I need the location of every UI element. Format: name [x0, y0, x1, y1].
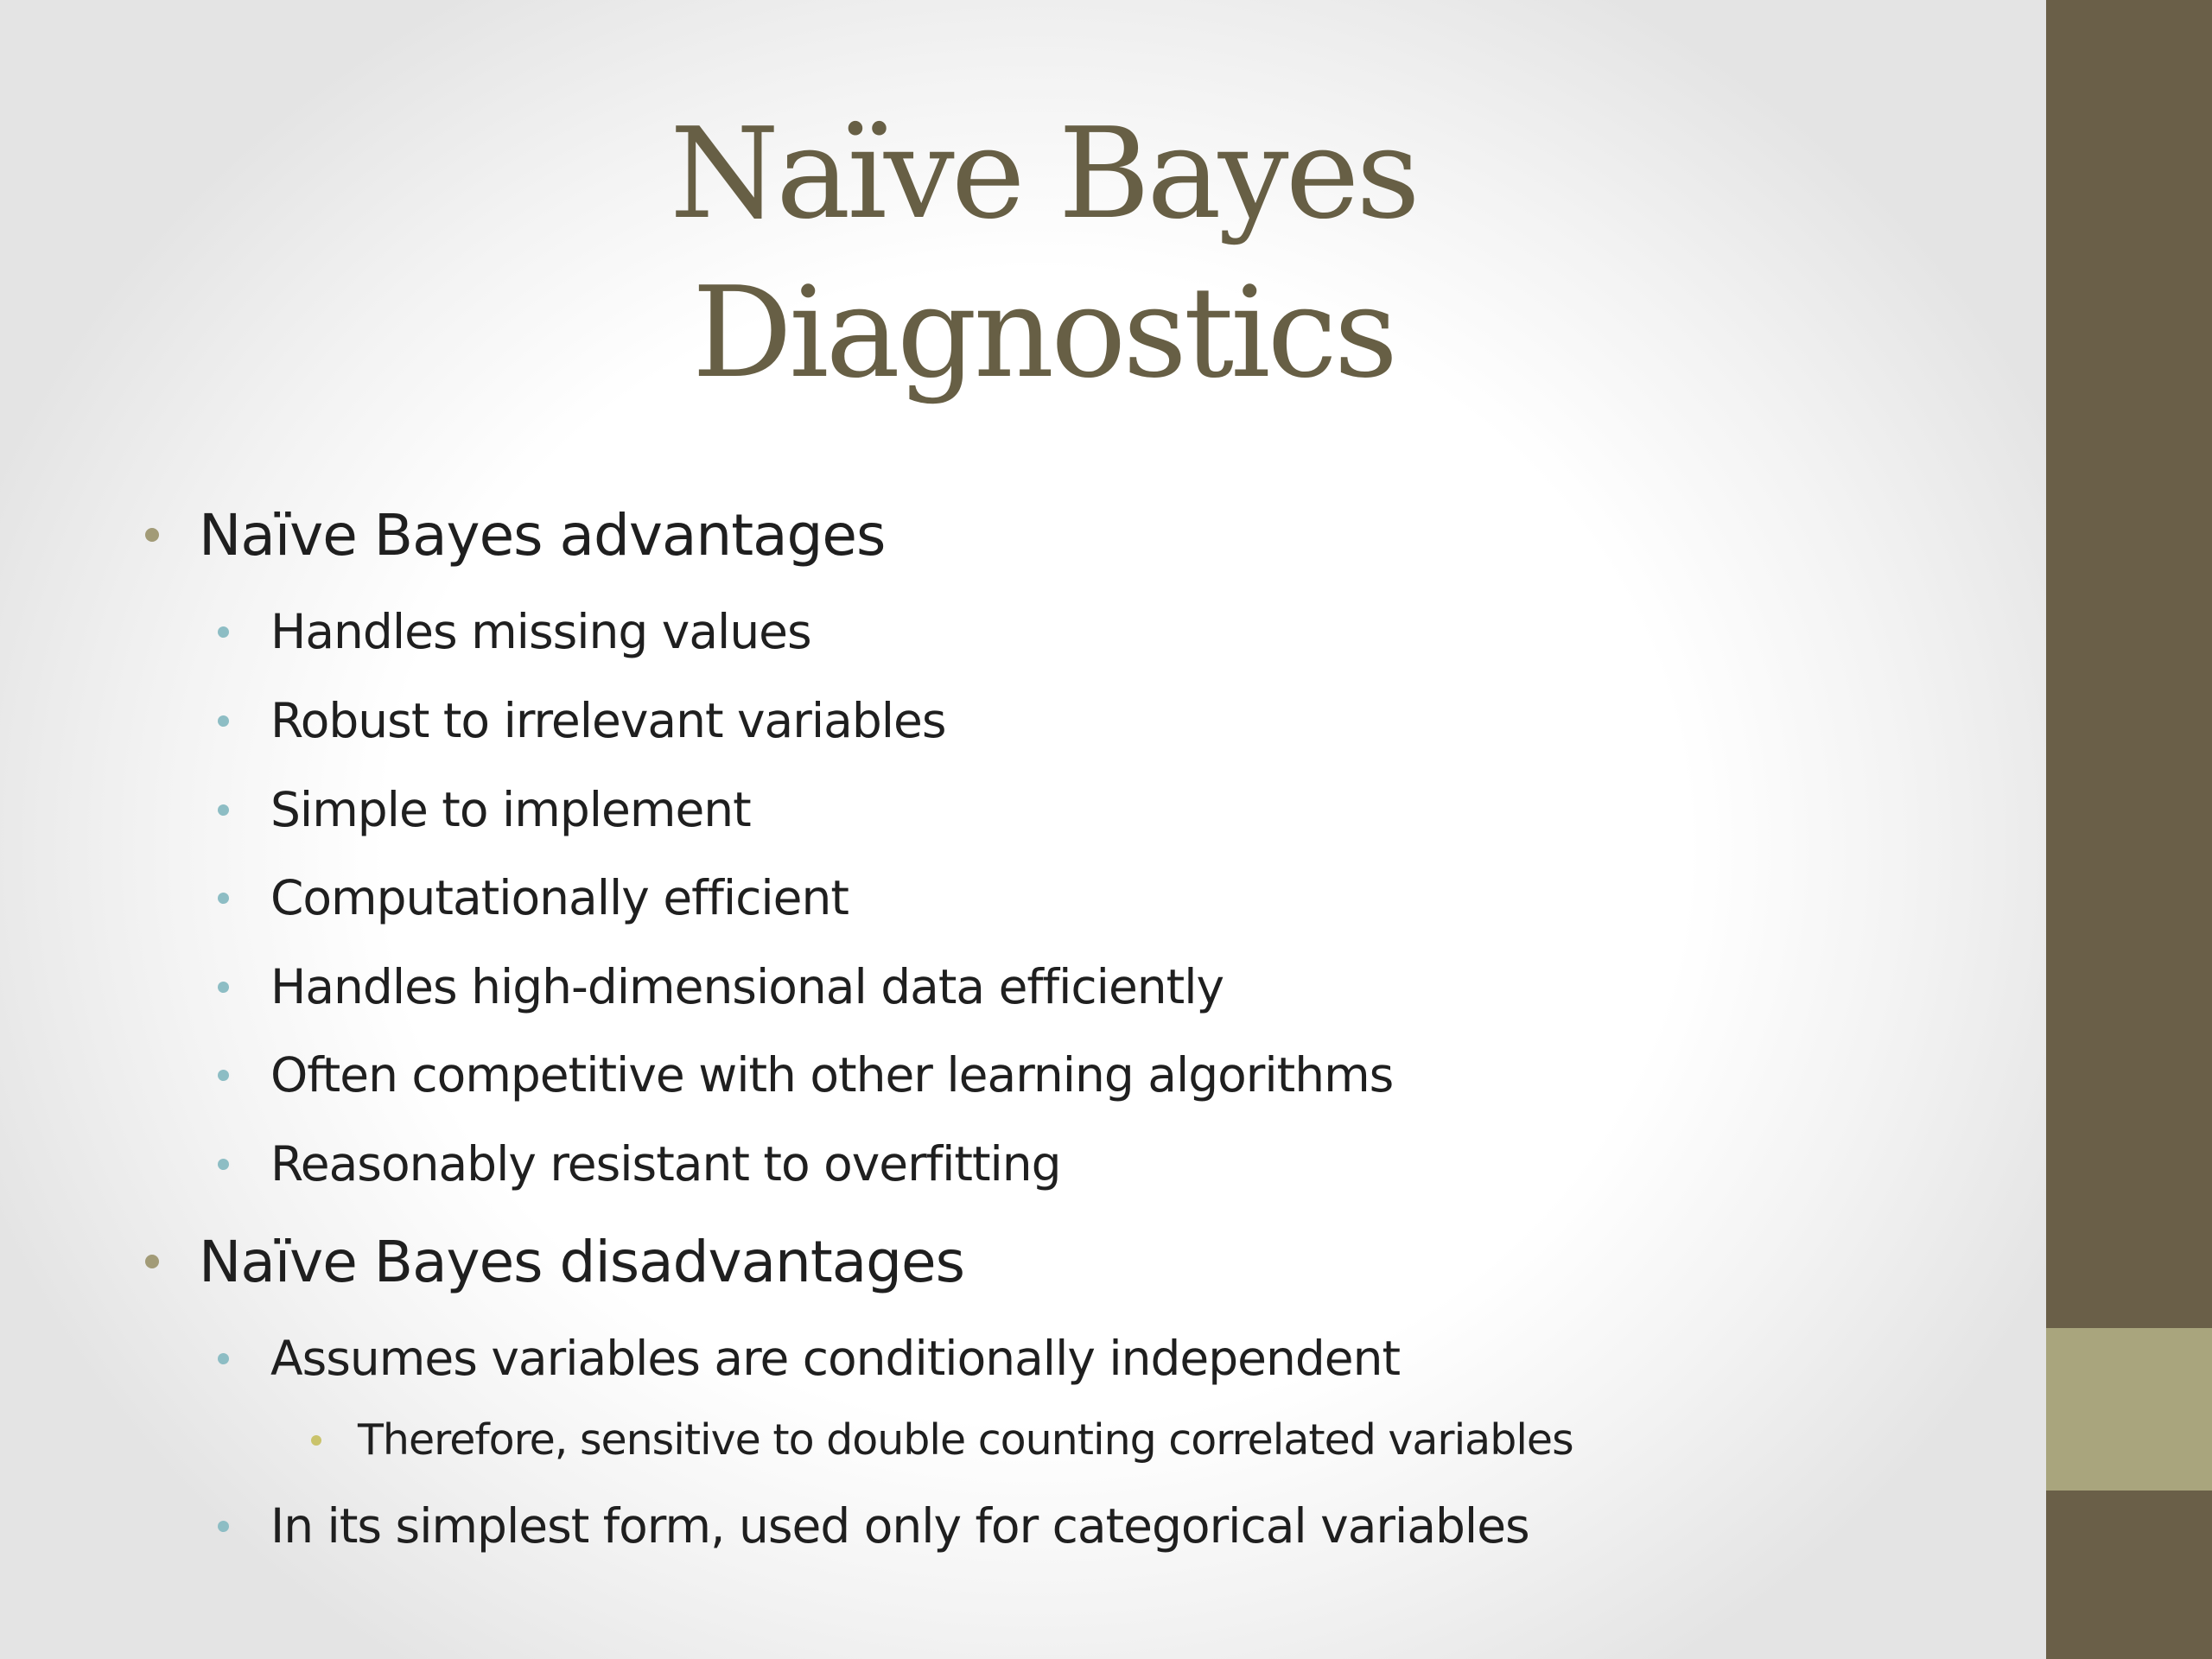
bullet-text: Therefore, sensitive to double counting correlated variables — [358, 1415, 1573, 1465]
bullet-text: Naïve Bayes disadvantages — [199, 1229, 965, 1295]
bullet-often-competitive — [270, 1046, 1393, 1104]
bullet-text: Simple to implement — [270, 782, 751, 837]
bullet-dot-icon — [218, 893, 229, 904]
bullet-resistant-to-overfitting — [270, 1135, 1061, 1193]
bullet-double-counting — [358, 1414, 1573, 1466]
bullet-text: Naïve Bayes advantages — [199, 502, 886, 569]
bullet-computationally-efficient — [270, 868, 849, 927]
bullet-dot-icon — [218, 982, 229, 993]
bullet-advantages — [199, 500, 885, 571]
bullet-text: Robust to irrelevant variables — [270, 693, 946, 748]
bullet-dot-icon — [145, 1255, 159, 1268]
bullet-disadvantages — [199, 1227, 964, 1298]
side-accent-block — [2046, 1328, 2212, 1491]
bullet-robust-to-irrelevant-variables — [270, 691, 946, 750]
bullet-dot-icon — [218, 1353, 229, 1364]
bullet-text: In its simplest form, used only for categorical variables — [270, 1498, 1529, 1554]
bullet-dot-icon — [218, 804, 229, 816]
bullet-text: Often competitive with other learning algorithms — [270, 1047, 1394, 1103]
bullet-text: Handles missing values — [270, 604, 811, 659]
bullet-dot-icon — [218, 1521, 229, 1532]
bullet-dot-icon — [218, 626, 229, 638]
bullet-text: Assumes variables are conditionally independent — [270, 1331, 1401, 1386]
bullet-dot-icon — [145, 528, 159, 542]
title-line-1: Naïve Bayes — [670, 101, 1417, 247]
bullet-simple-to-implement — [270, 780, 751, 839]
bullet-handles-missing-values — [270, 602, 811, 661]
bullet-categorical-variables — [270, 1497, 1529, 1555]
bullet-dot-icon — [218, 715, 229, 727]
bullet-text: Computationally efficient — [270, 870, 849, 925]
bullet-conditionally-independent — [270, 1329, 1400, 1388]
bullet-dot-icon — [311, 1435, 321, 1446]
title-line-2: Diagnostics — [691, 260, 1395, 406]
bullet-text: Reasonably resistant to overfitting — [270, 1136, 1061, 1192]
bullet-dot-icon — [218, 1070, 229, 1081]
bullet-dot-icon — [218, 1159, 229, 1170]
bullet-text: Handles high-dimensional data efficiently — [270, 959, 1224, 1014]
bullet-high-dimensional-data — [270, 957, 1224, 1016]
